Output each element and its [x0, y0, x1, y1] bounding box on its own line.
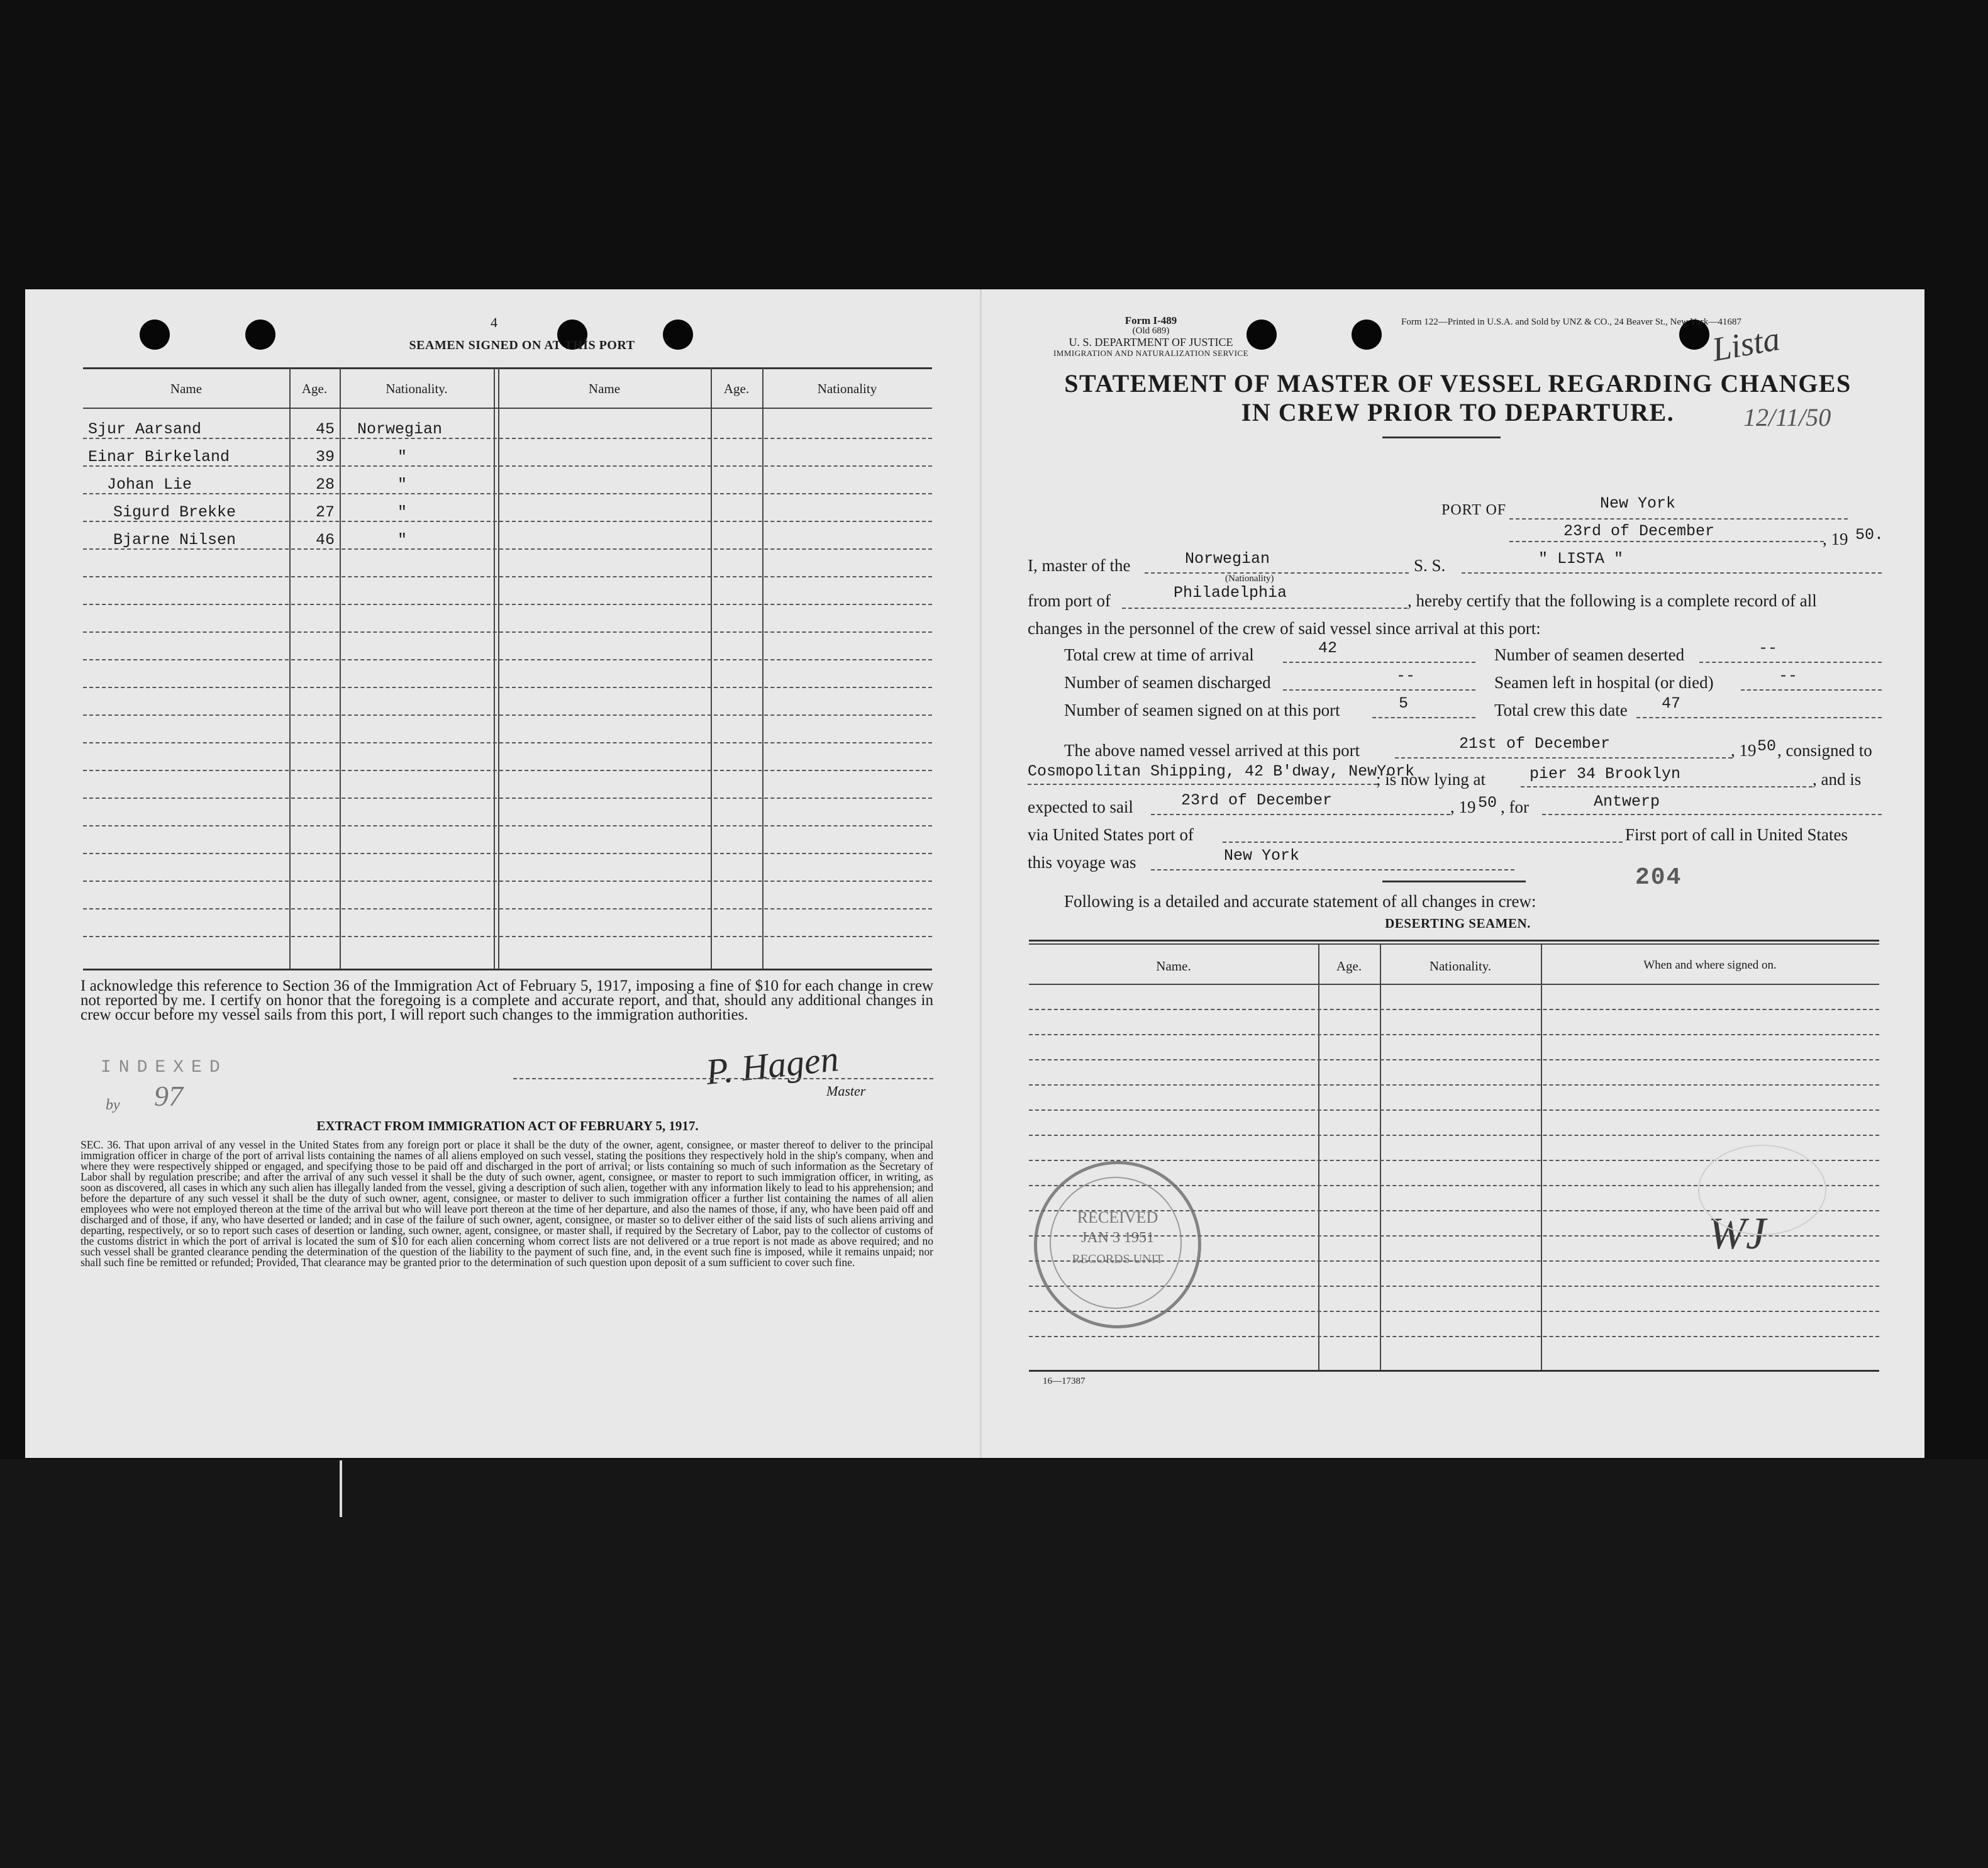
row-rule [83, 908, 932, 909]
port-of-label: PORT OF [1441, 502, 1507, 518]
column-header-name: Name [588, 381, 621, 396]
total-crew-arrival-value: 42 [1318, 639, 1338, 657]
number-stamp: 204 [1635, 864, 1682, 891]
expected-label: expected to sail [1028, 798, 1133, 816]
scanner-artifact [340, 1460, 342, 1517]
lying-line [1521, 786, 1813, 787]
seaman-nationality: Norwegian [357, 420, 443, 438]
form-title-line1: STATEMENT OF MASTER OF VESSEL REGARDING CHANGES [1064, 369, 1852, 398]
column-divider [762, 367, 764, 969]
deserting-header-name: Name. [1156, 959, 1191, 974]
arrived-line [1395, 757, 1732, 759]
seaman-nationality: " [397, 531, 408, 549]
stamp-date: JAN 3 1951 [1080, 1230, 1154, 1246]
deserting-row-rule [1029, 1109, 1879, 1111]
nationality-value: Norwegian [1185, 550, 1270, 568]
master-signature: P. Hagen [704, 1038, 841, 1092]
row-rule [83, 853, 932, 854]
from-port-label: from port of [1028, 591, 1111, 610]
seaman-name: Johan Lie [107, 475, 192, 494]
consignee-line [1028, 784, 1377, 785]
consignee-value: Cosmopolitan Shipping, 42 B'dway, NewYork [1028, 762, 1415, 781]
first-port-label: First port of call in United States [1625, 825, 1848, 844]
table-top-rule [83, 367, 932, 369]
certify-text: , hereby certify that the following is a complete record of all [1408, 591, 1817, 610]
column-divider [289, 367, 291, 969]
deserted-line [1699, 662, 1882, 663]
left-page-title: SEAMEN SIGNED ON AT THIS PORT [409, 338, 635, 352]
voyage-value: New York [1224, 847, 1300, 865]
handwritten-ship-name: Lista [1709, 320, 1783, 369]
ss-label: S. S. [1414, 556, 1446, 575]
seaman-age: 45 [316, 420, 335, 438]
column-divider [498, 367, 499, 969]
lying-value: pier 34 Brooklyn [1530, 765, 1681, 783]
punch-hole [1352, 320, 1382, 350]
row-rule [83, 825, 932, 826]
footer-code: 16—17387 [1043, 1376, 1086, 1386]
deserting-table-top-inner [1029, 943, 1879, 945]
indexed-by-label: by [106, 1097, 120, 1113]
title-underline [1382, 436, 1501, 438]
seaman-age: 39 [316, 448, 335, 466]
column-divider [711, 367, 712, 969]
signature-line [513, 1078, 933, 1079]
total-crew-date-label: Total crew this date [1494, 701, 1628, 720]
nationality-field-line [1145, 572, 1409, 574]
following-text: Following is a detailed and accurate statement of all changes in crew: [1064, 892, 1536, 911]
port-value: New York [1600, 494, 1676, 513]
row-rule [83, 687, 932, 688]
deserting-header-rule [1029, 984, 1879, 985]
nationality-caption: (Nationality) [1225, 574, 1274, 584]
form-sheet [25, 289, 1924, 1458]
voyage-line [1151, 869, 1514, 870]
for-line [1542, 814, 1882, 815]
lying-label: ; is now lying at [1376, 770, 1485, 789]
row-rule [83, 714, 932, 716]
deserting-title: DESERTING SEAMEN. [1385, 916, 1531, 931]
row-rule [83, 881, 932, 882]
seaman-name: Sigurd Brekke [113, 503, 236, 521]
row-rule [83, 742, 932, 743]
extract-title: EXTRACT FROM IMMIGRATION ACT OF FEBRUARY 5, 1917. [316, 1118, 699, 1133]
deserting-header-nationality: Nationality. [1429, 959, 1492, 974]
seaman-age: 46 [316, 531, 335, 549]
deserting-row-rule [1029, 1336, 1879, 1337]
seaman-name: Einar Birkeland [88, 448, 230, 466]
column-header-nationality: Nationality. [386, 381, 448, 396]
form-title-line2: IN CREW PRIOR TO DEPARTURE. [1241, 398, 1675, 426]
for-label: , for [1501, 798, 1529, 816]
row-rule [83, 576, 932, 577]
seaman-name: Sjur Aarsand [88, 420, 202, 438]
and-is-label: , and is [1813, 770, 1862, 789]
changes-text: changes in the personnel of the crew of said vessel since arrival at this port: [1028, 619, 1541, 638]
seaman-nationality: " [397, 475, 408, 494]
row-rule [83, 659, 932, 660]
department-label: U. S. DEPARTMENT OF JUSTICE [1069, 336, 1233, 348]
ship-value: " LISTA " [1538, 550, 1624, 568]
via-label: via United States port of [1028, 825, 1194, 844]
arrived-label: The above named vessel arrived at this port [1064, 741, 1360, 760]
deserting-row-rule [1029, 1009, 1879, 1010]
signature-role: Master [826, 1083, 866, 1099]
row-rule [83, 798, 932, 799]
column-header-name: Name [170, 381, 203, 396]
service-label: IMMIGRATION AND NATURALIZATION SERVICE [1053, 348, 1249, 358]
stamp-unit: RECORDS UNIT [1072, 1252, 1163, 1266]
page-number: 4 [491, 314, 497, 330]
scanner-background [0, 1459, 1988, 1868]
section-rule [1382, 881, 1526, 882]
expected-year-value: 50 [1478, 794, 1497, 812]
signed-on-value: 5 [1399, 694, 1409, 713]
from-port-value: Philadelphia [1174, 584, 1287, 602]
deserting-header-age: Age. [1336, 959, 1362, 974]
handwritten-initials: WJ [1708, 1208, 1766, 1259]
arrived-year-value: 50 [1757, 737, 1777, 755]
consigned-label: , consigned to [1777, 741, 1872, 760]
hospital-line [1741, 689, 1882, 691]
indexed-by-value: 97 [154, 1080, 183, 1112]
deserted-value: -- [1758, 639, 1778, 657]
year-prefix: , 19 [1823, 530, 1848, 548]
hospital-value: -- [1779, 667, 1798, 685]
arrived-year-prefix: , 19 [1731, 741, 1757, 760]
form-old-number: (Old 689) [1132, 326, 1170, 336]
deserting-row-rule [1029, 1034, 1879, 1035]
extract-text: SEC. 36. That upon arrival of any vessel in the United States from any foreign port or place it shall be the duty of the owner, agent, consignee, or master thereof to deliver to the principal immigration officer in charge of the port of arrival lists containing the names of all aliens employed on such vessel, stating the positions they respectively hold in the ship's company, when and where they were respectively shipped or engaged, and specifying those to be paid off and discharged in the port of arrival; or lists containing so much of such information as the Secretary of Labor shall by regulation prescribe; and after the arrival of any such vessel it shall be the duty of such owner, agent, consignee, or master to report to such immigration officer, in writing, as soon as discovered, all cases in which any such alien has illegally landed from the vessel, giving a description of such alien, together with any information likely to lead to his apprehension; and before the departure of any such vessel it shall be the duty of such owner, agent, consignee, or master to deliver to such immigration officer a further list containing the names of all alien employees who were not employed thereon at the time of the arrival but who will leave port thereon at the time of her departure, and also the names of those, if any, who have been paid off and discharged and of those, if any, who have deserted or landed; and in case of the failure of such owner, agent, consignee, or master so to deliver either of the said lists of such aliens arriving and departing, respectively, or so to report such cases of desertion or landing, such owner, agent, consignee, or master shall, if required by the Secretary of Labor, pay to the collector of customs of the customs district in which the port of arrival is located the sum of $10 for each alien concerning whom correct lists are not delivered or a true report is not made as above required; and no such vessel shall be granted clearance pending the determination of the question of the liability to the payment of such fine, and, in the event such fine is imposed, while it remains unpaid; nor shall such fine be remitted or refunded; Provided, That clearance may be granted prior to the determination of such question upon deposit of a sum sufficient to cover such fine. [81, 1138, 933, 1269]
expected-year-prefix: , 19 [1450, 798, 1476, 816]
table-header-rule [83, 408, 932, 409]
table-bottom-rule [83, 969, 932, 970]
column-header-nationality: Nationality [817, 381, 877, 396]
seaman-age: 28 [316, 475, 335, 494]
deserting-column-divider [1541, 943, 1542, 1370]
deserting-table-top [1029, 940, 1879, 942]
voyage-label: this voyage was [1028, 853, 1136, 872]
discharged-line [1283, 689, 1475, 691]
from-port-field-line [1122, 608, 1408, 609]
seaman-name: Bjarne Nilsen [113, 531, 236, 549]
deserting-header-signed-on: When and where signed on. [1643, 959, 1777, 972]
handwritten-date: 12/11/50 [1743, 403, 1831, 431]
arrived-value: 21st of December [1459, 735, 1611, 753]
indexed-stamp: INDEXED [101, 1058, 228, 1077]
seaman-nationality: " [397, 448, 408, 466]
punch-hole [140, 320, 170, 350]
expected-value: 23rd of December [1181, 791, 1333, 809]
master-of-label: I, master of the [1028, 556, 1131, 575]
discharged-label: Number of seamen discharged [1064, 673, 1271, 692]
row-rule [83, 936, 932, 937]
ship-field-line [1462, 572, 1882, 574]
date-field-line [1509, 541, 1824, 542]
column-header-age: Age. [301, 381, 328, 396]
seaman-age: 27 [316, 503, 335, 521]
year-value: 50. [1855, 526, 1884, 544]
signed-on-line [1372, 717, 1475, 718]
for-value: Antwerp [1594, 792, 1660, 811]
deserting-column-divider [1318, 943, 1319, 1370]
total-crew-arrival-label: Total crew at time of arrival [1064, 645, 1254, 664]
total-crew-arrival-line [1283, 662, 1475, 663]
row-rule [83, 770, 932, 771]
port-field-line [1509, 518, 1848, 520]
deserted-label: Number of seamen deserted [1494, 645, 1685, 664]
signed-on-label: Number of seamen signed on at this port [1064, 701, 1340, 720]
row-rule [83, 631, 932, 633]
deserting-column-divider [1380, 943, 1381, 1370]
row-rule [83, 438, 932, 439]
punch-hole [245, 320, 275, 350]
total-crew-date-value: 47 [1662, 694, 1681, 713]
date-value: 23rd of December [1563, 522, 1715, 540]
row-rule [83, 493, 932, 494]
row-rule [83, 604, 932, 605]
deserting-row-rule [1029, 1059, 1879, 1060]
expected-line [1151, 814, 1450, 815]
acknowledgement-text: I acknowledge this reference to Section 36 of the Immigration Act of February 5, 1917, imposing a fine of $10 for each change in crew not reported by me. I certify on honor that the foregoing is a complete and accurate report, and that, should any additional changes in crew occur before my vessel sails from this port, I will report such changes to the immigration authorities. [81, 977, 933, 1023]
deserting-row-rule [1029, 1084, 1879, 1086]
discharged-value: -- [1396, 667, 1416, 685]
printer-note: Form 122—Printed in U.S.A. and Sold by UNZ & CO., 24 Beaver St., New York—41687 [1401, 317, 1741, 327]
total-crew-date-line [1636, 717, 1882, 718]
seaman-nationality: " [397, 503, 408, 521]
column-divider [494, 367, 495, 969]
stamp-received-label: RECEIVED [1077, 1208, 1158, 1226]
hospital-label: Seamen left in hospital (or died) [1494, 673, 1714, 692]
form-number: Form I-489 [1124, 314, 1177, 326]
faint-stamp [1698, 1145, 1826, 1235]
column-divider [340, 367, 341, 969]
page-fold [980, 289, 982, 1458]
column-header-age: Age. [723, 381, 750, 396]
via-line [1223, 842, 1623, 843]
received-stamp [1034, 1161, 1201, 1328]
deserting-table-bottom [1029, 1370, 1879, 1372]
deserting-row-rule [1029, 1135, 1879, 1136]
